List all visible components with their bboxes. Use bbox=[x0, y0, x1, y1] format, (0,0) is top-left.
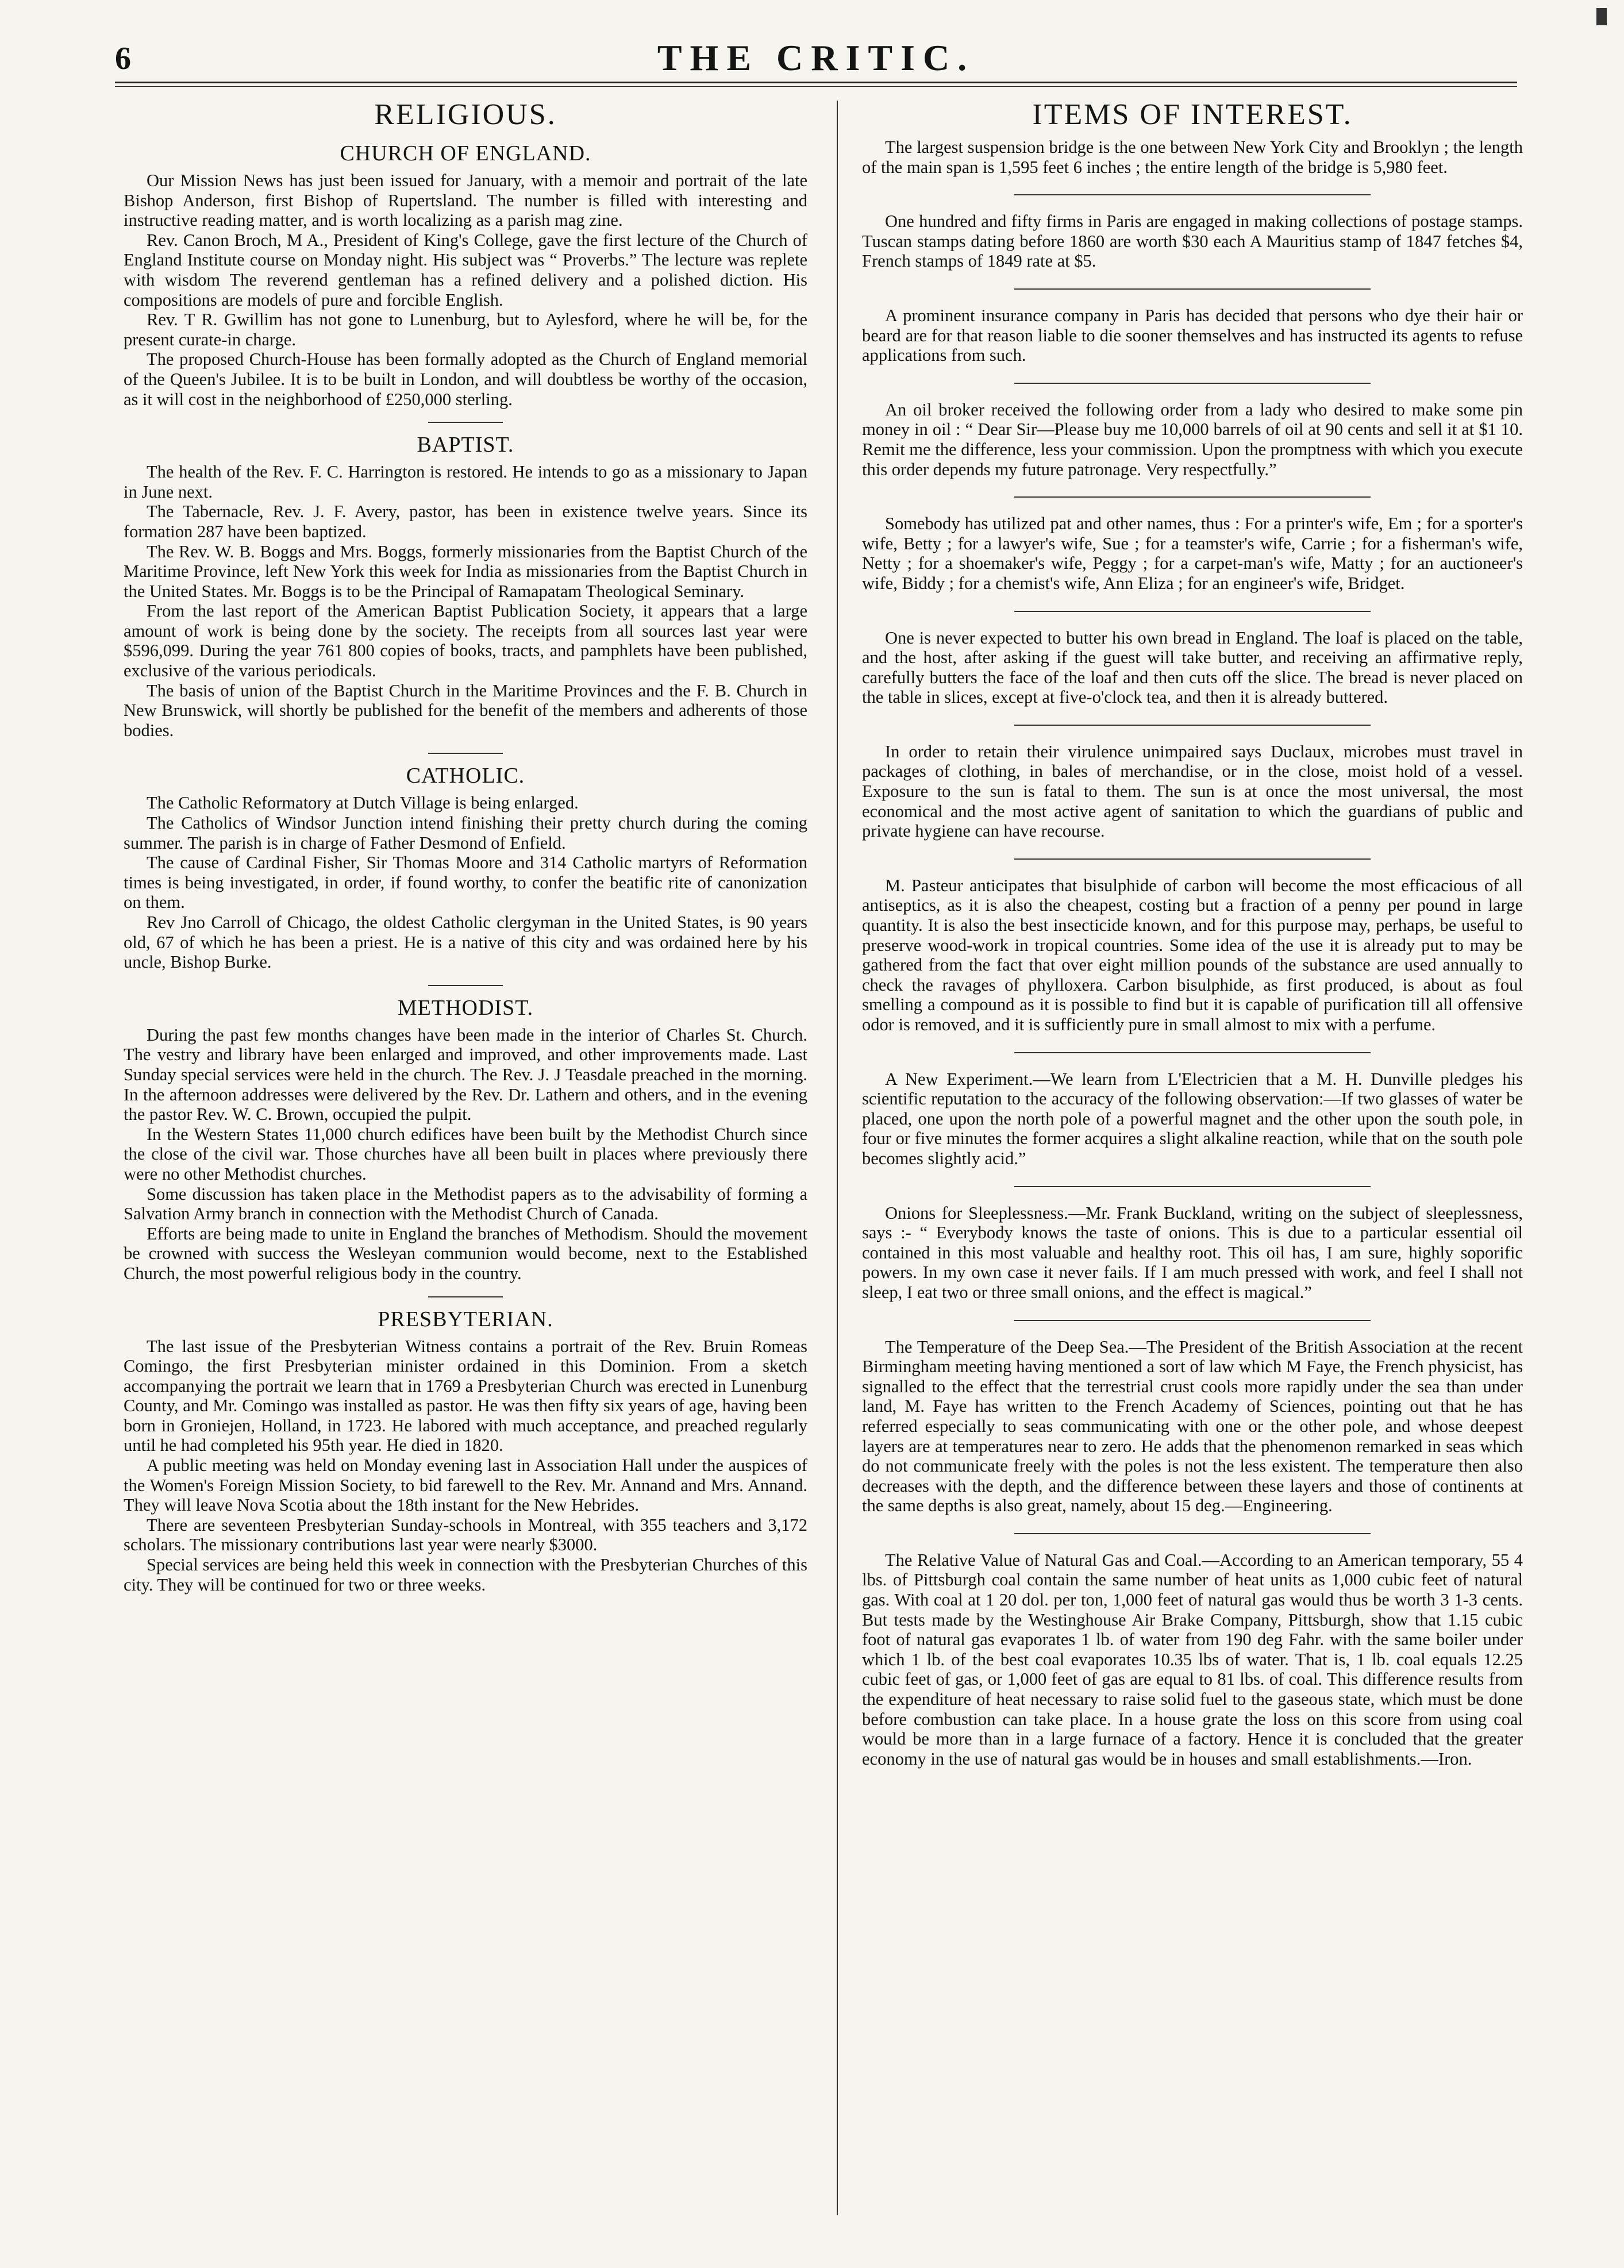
news-item: One is never expected to butter his own bread in England. The loaf is placed on the table, and the host, after asking if the guest will take butter, and receiving an affirmative reply, carefully butters the face of the loaf and then cuts off the slice. The bread is never placed on the table in slices, except at five-o'clock tea, and then it is already buttered. bbox=[862, 627, 1523, 707]
article-paragraph: During the past few months changes have been made in the interior of Charles St. Church. The vestry and library have been enlarged and improved, and other improvements made. Last Sunday special services were held in the church. The Rev. J. J Teasdale preached in the morning. In the afternoon addresses were delivered by the Rev. Dr. Lathern and others, and in the evening the pastor Rev. W. C. Brown, occupied the pulpit. bbox=[124, 1025, 807, 1125]
article-paragraph: A public meeting was held on Monday evening last in Association Hall under the auspices of the Women's Foreign Mission Society, to bid farewell to the Rev. Mr. Annand and Mrs. Annand. They will leave Nova Scotia about the 18th instant for the New Hebrides. bbox=[124, 1455, 807, 1515]
article-paragraph: Efforts are being made to unite in England the branches of Methodism. Should the movement be crowned with success the Wesleyan communion would become, next to the Established Church, the most powerful religious body in the country. bbox=[124, 1223, 807, 1283]
article-paragraph: The Catholic Reformatory at Dutch Village is being enlarged. bbox=[147, 793, 579, 813]
news-item: Somebody has utilized pat and other names, thus : For a printer's wife, Em ; for a sporter's wife, Betty ; for a lawyer's wife, Sue ; for a teamster's wife, Carrie ; for a fisherman's wife, Netty ; for a shoemaker's wife, Peggy ; for a carpet-man's wife, Matty ; for an auctioneer's wife, Biddy ; for a chemist's wife, Ann Eliza ; for an engineer's wife, Bridget. bbox=[862, 514, 1523, 593]
news-item: An oil broker received the following order from a lady who desired to make some pin money in oil : “ Dear Sir—Please buy me 10,000 barrels of oil at 90 cents and sell it at $1 10. Remit me the difference, less your commission. Upon the promptness with which you execute this order depends my future patronage. Very respectfully.” bbox=[862, 399, 1523, 479]
item-rule bbox=[1014, 1320, 1371, 1321]
news-item: Onions for Sleeplessness.—Mr. Frank Buckland, writing on the subject of sleeplessness, says :- “ Everybody knows the taste of onions. This is due to a particular essential oil contained in this most valuable and healthy root. This oil has, I am sure, highly soporific powers. In my own case it never fails. If I am much pressed with work, and feel I shall not sleep, I eat two or three small onions, and the effect is magical.” bbox=[862, 1203, 1523, 1302]
article-paragraph: There are seventeen Presbyterian Sunday-schools in Montreal, with 355 teachers and 3,172 scholars. The missionary contributions last year were nearly $3000. bbox=[124, 1515, 807, 1555]
section-title-religious: RELIGIOUS. bbox=[374, 98, 557, 131]
section-rule bbox=[428, 1296, 503, 1297]
corner-mark-icon bbox=[1596, 8, 1607, 25]
news-item: The Temperature of the Deep Sea.—The President of the British Association at the recent Birmingham meeting having mentioned a sort of law which M Faye, the French physicist, has signalled to the effect that the terrestrial crust cools more rapidly under the sea than under land, M. Faye has written to the French Academy of Sciences, pointing out that he has referred especially to seas communicating with one or the other pole, and whose deepest layers are at temperatures near to zero. He adds that the phenomenon remarked in seas which do not communicate freely with the poles is not the less existent. The temperature then also decreases with the depth, and the difference between these layers and those of continents at the same depths is also great, namely, about 15 deg.—Engineering. bbox=[862, 1337, 1523, 1516]
header-rule bbox=[115, 82, 1517, 87]
section-heading: CHURCH OF ENGLAND. bbox=[340, 141, 591, 165]
news-item: In order to retain their virulence unimpaired says Duclaux, microbes must travel in packages of clothing, in bales of merchandise, or in the close, moist hold of a vessel. Exposure to the sun is fatal to them. The sun is at once the most universal, the most economical and the most active agent of sanitation to which the guardians of public and private hygiene can have recourse. bbox=[862, 741, 1523, 841]
article-paragraph: Rev. T R. Gwillim has not gone to Lunenburg, but to Aylesford, where he will be, for the present curate-in charge. bbox=[124, 310, 807, 349]
article-paragraph: Rev Jno Carroll of Chicago, the oldest Catholic clergyman in the United States, is 90 years old, 67 of which he has been a priest. He is a native of this city and was ordained here by his uncle, Bishop Burke. bbox=[124, 912, 807, 972]
article-paragraph: Special services are being held this week in connection with the Presbyterian Churches of this city. They will be continued for two or three weeks. bbox=[124, 1555, 807, 1595]
section-heading: PRESBYTERIAN. bbox=[378, 1307, 553, 1331]
article-paragraph: The last issue of the Presbyterian Witness contains a portrait of the Rev. Bruin Romeas Comingo, the first Presbyterian minister ordained in this Dominion. From a sketch accompanying the portrait we learn that in 1769 a Presbyterian Church was erected in Lunenburg County, and Mr. Comingo was installed as pastor. He was then fifty six years of age, having been born in Groniejen, Holland, in 1723. He labored with much acceptance, and preached regularly until he had completed his 95th year. He died in 1820. bbox=[124, 1336, 807, 1455]
item-rule bbox=[1014, 611, 1371, 612]
item-rule bbox=[1014, 496, 1371, 498]
section-rule bbox=[428, 753, 503, 754]
news-item: M. Pasteur anticipates that bisulphide of carbon will become the most efficacious of all antiseptics, as it is also the cheapest, costing but a fraction of a penny per pound in large quantity. It is also the best insecticide known, and for this purpose may, perhaps, be useful to preserve wood-work in tropical countries. Some idea of the use it is already put to may be gathered from the fact that over eight million pounds of the substance are used annually to check the ravages of phylloxera. Carbon bisulphide, as first produced, is about as foul smelling a compound as it is possible to find but it is capable of purification till all offensive odor is removed, and it is sufficiently pure in small almost to mix with a perfume. bbox=[862, 875, 1523, 1034]
item-rule bbox=[1014, 288, 1371, 290]
article-paragraph: The Catholics of Windsor Junction intend finishing their pretty church during the coming summer. The parish is in charge of Father Desmond of Enfield. bbox=[124, 813, 807, 853]
article-paragraph: Our Mission News has just been issued for January, with a memoir and portrait of the late Bishop Anderson, first Bishop of Rupertsland. The number is filled with interesting and instructive reading matter, and is worth localizing as a parish mag zine. bbox=[124, 171, 807, 230]
article-paragraph: Some discussion has taken place in the Methodist papers as to the advisability of forming a Salvation Army branch in connection with the Methodist Church of Canada. bbox=[124, 1184, 807, 1224]
news-item: A New Experiment.—We learn from L'Electricien that a M. H. Dunville pledges his scientific reputation to the accuracy of the following observation:—If two glasses of water be placed, one upon the north pole of a powerful magnet and the other upon the south pole, in four or five minutes the former acquires a slight alkaline reaction, while that on the south pole becomes slightly acid.” bbox=[862, 1069, 1523, 1168]
article-paragraph: The Rev. W. B. Boggs and Mrs. Boggs, formerly missionaries from the Baptist Church of the Maritime Province, left New York this week for India as missionaries from the Baptist Church in the United States. Mr. Boggs is to be the Principal of Ramapatam Theological Seminary. bbox=[124, 541, 807, 601]
item-rule bbox=[1014, 194, 1371, 195]
column-divider bbox=[837, 101, 838, 2215]
section-title-items-of-interest: ITEMS OF INTEREST. bbox=[1032, 98, 1353, 131]
page-header bbox=[115, 37, 1517, 83]
article-paragraph: The cause of Cardinal Fisher, Sir Thomas Moore and 314 Catholic martyrs of Reformation times is being investigated, in order, if found worthy, to confer the beatific rite of canonization on them. bbox=[124, 853, 807, 912]
section-heading: CATHOLIC. bbox=[406, 764, 525, 788]
article-paragraph: Rev. Canon Broch, M A., President of King's College, gave the first lecture of the Church of England Institute course on Monday night. His subject was “ Proverbs.” The lecture was replete with wisdom The reverend gentleman has a refined delivery and a polished diction. His compositions are models of pure and forcible English. bbox=[124, 230, 807, 310]
section-rule bbox=[428, 985, 503, 986]
news-item: One hundred and fifty firms in Paris are engaged in making collections of postage stamps. Tuscan stamps dating before 1860 are worth $30 each A Mauritius stamp of 1847 fetches $4, French stamps of 1849 rate at $5. bbox=[862, 211, 1523, 271]
masthead: THE CRITIC. bbox=[657, 37, 975, 78]
item-rule bbox=[1014, 858, 1371, 860]
article-paragraph: In the Western States 11,000 church edifices have been built by the Methodist Church since the close of the civil war. Those churches have all been built in places where previously there were no other Methodist churches. bbox=[124, 1124, 807, 1184]
item-rule bbox=[1014, 725, 1371, 726]
article-paragraph: The health of the Rev. F. C. Harrington is restored. He intends to go as a missionary to Japan in June next. bbox=[124, 462, 807, 502]
article-paragraph: From the last report of the American Baptist Publication Society, it appears that a large amount of work is being done by the society. The receipts from all sources last year were $596,099. During the year 761 800 copies of books, tracts, and pamphlets have been published, exclusive of the various periodicals. bbox=[124, 601, 807, 681]
item-rule bbox=[1014, 1533, 1371, 1534]
page-number: 6 bbox=[115, 41, 131, 76]
section-heading: BAPTIST. bbox=[417, 433, 514, 457]
news-item: The largest suspension bridge is the one between New York City and Brooklyn ; the length of the main span is 1,595 feet 6 inches ; the entire length of the bridge is 5,980 feet. bbox=[862, 137, 1523, 177]
article-paragraph: The basis of union of the Baptist Church in the Maritime Provinces and the F. B. Church in New Brunswick, will shortly be published for the benefit of the members and adherents of those bodies. bbox=[124, 680, 807, 740]
article-paragraph: The proposed Church-House has been formally adopted as the Church of England memorial of the Queen's Jubilee. It is to be built in London, and will doubtless be worthy of the occasion, as it will cost in the neighborhood of £250,000 sterling. bbox=[124, 349, 807, 409]
news-item: The Relative Value of Natural Gas and Coal.—According to an American temporary, 55 4 lbs. of Pittsburgh coal contain the same number of heat units as 1,000 cubic feet of natural gas. With coal at 1 20 dol. per ton, 1,000 feet of natural gas would thus be worth 3 1-3 cents. But tests made by the Westinghouse Air Brake Company, Pittsburgh, show that 1.15 cubic foot of natural gas evaporates 1 lb. of water from 190 deg Fahr. with the same boiler under which 1 lb. of the best coal evaporates 10.35 lbs of water. That is, 1 lb. coal equals 12.25 cubic feet of gas, or 1,000 feet of gas are equal to 81 lbs. of coal. This difference results from the expenditure of heat necessary to raise solid fuel to the gaseous state, which must be done before combustion can take place. In a house grate the loss on this score from using coal would be more than in a large furnace of a factory. Hence it is concluded that the greater economy in the use of natural gas would be in houses and small establishments.—Iron. bbox=[862, 1550, 1523, 1769]
section-heading: METHODIST. bbox=[397, 995, 534, 1020]
news-item: A prominent insurance company in Paris has decided that persons who dye their hair or beard are for that reason liable to die sooner themselves and has instructed its agents to refuse applications from such. bbox=[862, 305, 1523, 365]
item-rule bbox=[1014, 1186, 1371, 1187]
item-rule bbox=[1014, 1052, 1371, 1053]
left-column bbox=[124, 98, 807, 1595]
section-rule bbox=[428, 422, 503, 423]
item-rule bbox=[1014, 383, 1371, 384]
article-paragraph: The Tabernacle, Rev. J. F. Avery, pastor, has been in existence twelve years. Since its formation 287 have been baptized. bbox=[124, 502, 807, 541]
right-column bbox=[862, 98, 1523, 1771]
